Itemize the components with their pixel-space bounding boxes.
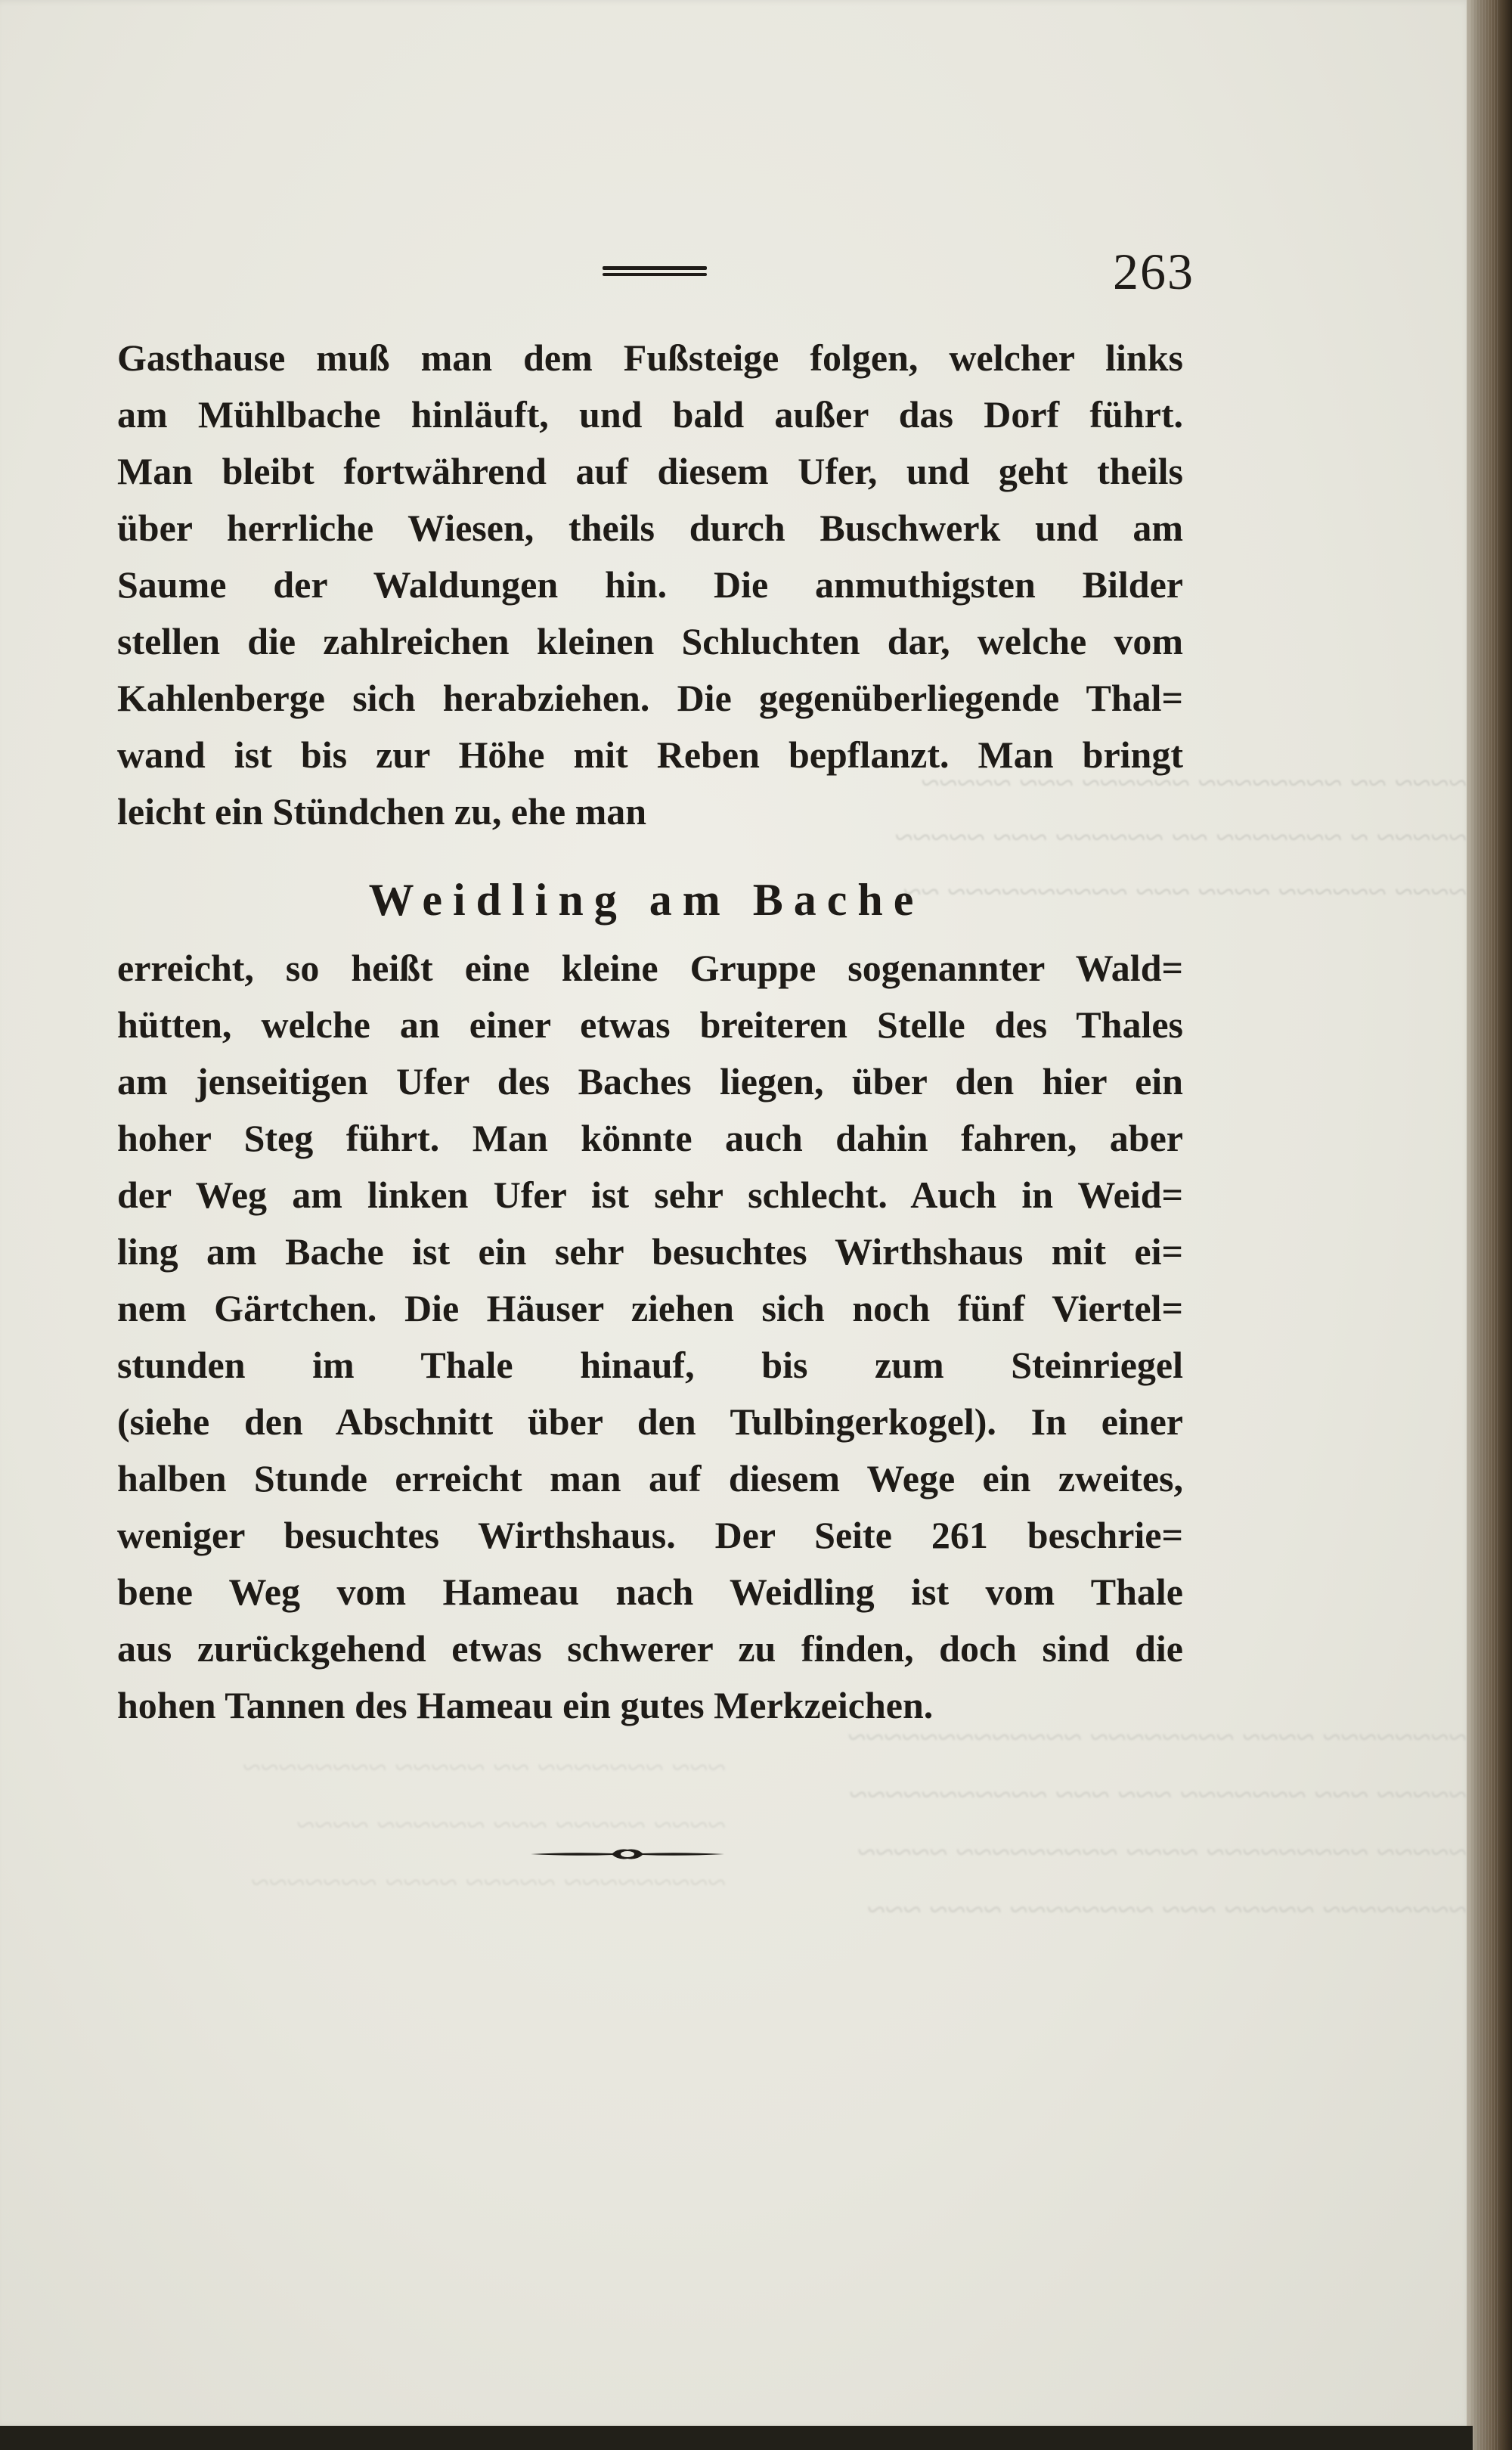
scan-background: [0, 2426, 1473, 2450]
text-line: hoher Steg führt. Man könnte auch dahin fahren, aber: [117, 1117, 1183, 1159]
text-line: Gasthause muß man dem Fußsteige folgen, welcher links: [117, 336, 1183, 379]
bleed-through-texture-left: ~~~ ~~~~~~~ ~~ ~~~~~ ~~~~~~~~ ~~~~ ~~~~~ ~~~ ~~~~~~ ~~~~ ~~~~~~~~~ ~~~~~ ~~~~ ~~~~~~~: [242, 1749, 726, 1901]
text-line: der Weg am linken Ufer ist sehr schlecht. Auch in Weid=: [117, 1174, 1183, 1216]
text-line: bene Weg vom Hameau nach Weidling ist vom Thale: [117, 1571, 1183, 1613]
text-line: aus zurückgehend etwas schwerer zu finden, doch sind die: [117, 1627, 1183, 1670]
text-line: Saume der Waldungen hin. Die anmuthigsten Bilder: [117, 563, 1183, 606]
page-stack-edge: [1467, 0, 1512, 2450]
text-line: am jenseitigen Ufer des Baches liegen, über den hier ein: [117, 1060, 1183, 1102]
text-line: halben Stunde erreicht man auf diesem Wege ein zweites,: [117, 1457, 1183, 1499]
text-line: Kahlenberge sich herabziehen. Die gegenüberliegende Thal=: [117, 677, 1183, 719]
text-line: (siehe den Abschnitt über den Tulbingerkogel). In einer: [117, 1400, 1183, 1443]
section-heading: Weidling am Bache: [368, 875, 925, 925]
text-line: wand ist bis zur Höhe mit Reben bepflanzt. Man bringt: [117, 733, 1183, 776]
text-line: leicht ein Stündchen zu, ehe man: [117, 790, 647, 833]
text-line: hohen Tannen des Hameau ein gutes Merkzeichen.: [117, 1684, 934, 1726]
end-ornament-icon: [529, 1845, 726, 1863]
text-line: erreicht, so heißt eine kleine Gruppe sogenannter Wald=: [117, 947, 1183, 989]
header-double-rule: [603, 266, 707, 277]
bleed-through-texture: ~~~~ ~~ ~~~~~~~~ ~~~~~~ ~~~ ~~~~~ ~~~~~ ~ ~~~~~~~ ~~ ~~~~~~ ~~~ ~~~~~ ~~~~ ~~~~~~ ~~~~ ~~~ ~~~~~~~~~~ ~~: [894, 764, 1467, 910]
text-line: stunden im Thale hinauf, bis zum Steinriegel: [117, 1344, 1183, 1386]
page-number: 263: [1113, 243, 1194, 300]
text-line: weniger besuchtes Wirthshaus. Der Seite 261 beschrie=: [117, 1514, 1183, 1556]
text-line: hütten, welche an einer etwas breiteren Stelle des Thales: [117, 1003, 1183, 1046]
text-line: Man bleibt fortwährend auf diesem Ufer, und geht theils: [117, 450, 1183, 492]
text-line: ling am Bache ist ein sehr besuchtes Wirthshaus mit ei=: [117, 1230, 1183, 1273]
text-line: stellen die zahlreichen kleinen Schluchten dar, welche vom: [117, 620, 1183, 662]
text-line: nem Gärtchen. Die Häuser ziehen sich noch fünf Viertel=: [117, 1287, 1183, 1329]
bleed-through-texture-lower: ~~~~~~~~ ~~~~ ~~~~~~~~ ~~~~~~~~~~~~~ ~~~~~ ~~~ ~~~~~~~ ~~~ ~~~ ~~~~~~~~~~~ ~~~~~ ~~~~~~~~~ ~~~~ ~~~~~~~~~ ~~~~~ ~~~~~~~~ ~~~~~ ~~~ ~~~~~~~~ ~~~~ ~~~: [847, 1719, 1467, 1928]
text-line: am Mühlbache hinläuft, und bald außer das Dorf führt.: [117, 393, 1183, 436]
text-line: über herrliche Wiesen, theils durch Buschwerk und am: [117, 507, 1183, 549]
